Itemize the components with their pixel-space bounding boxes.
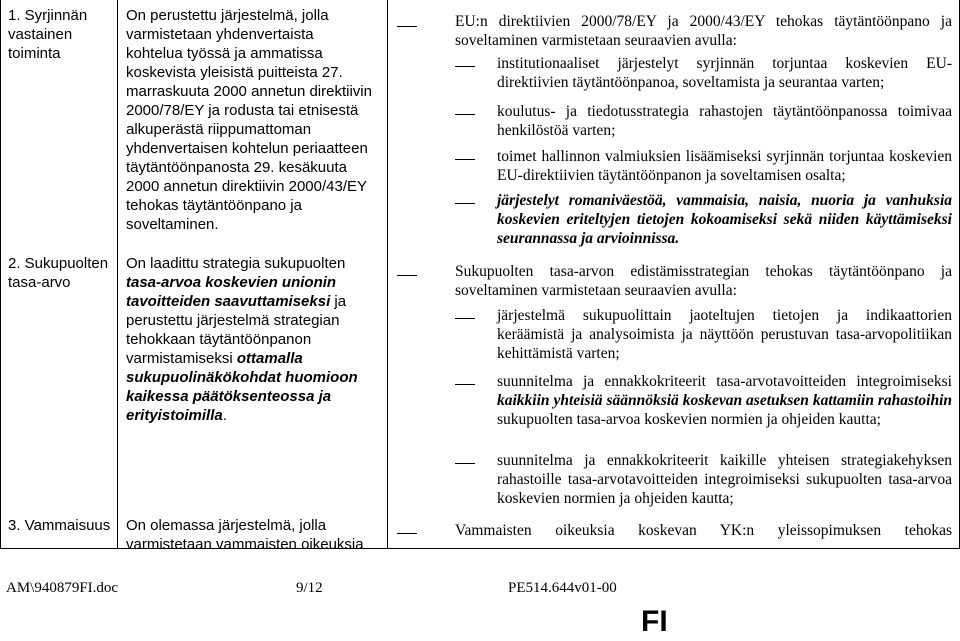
row3-criterion-dash: [397, 533, 417, 534]
row2-subitem-3-dash: [455, 463, 475, 464]
row2-status: [126, 254, 374, 425]
row1-subitem-2: koulutus- ja tiedotusstrategia rahastojen täytäntöönpanossa toimivaa henkilöstöä varten;: [497, 103, 952, 139]
row1-subitem-4-dash: [455, 203, 475, 204]
footer-page-number: 9/12: [296, 580, 323, 596]
row2-subitem-1: järjestelmä sukupuolittain jaoteltujen tietojen ja indikaattorien keräämistä ja analysoimista ja näyttöön perustuvan tasa-arvopolitiikan kehittämistä varten;: [497, 307, 952, 362]
row3-status: On olemassa järjestelmä, jolla varmistetaan vammaisten oikeuksia: [126, 517, 364, 553]
row1-subitem-3-dash: [455, 159, 475, 160]
row2-subitem-2: [497, 372, 952, 429]
table-column-divider-1: [117, 0, 118, 548]
row1-subitem-1: institutionaaliset järjestelyt syrjinnän torjuntaa koskevien EU-direktiivien täytäntöönpanoa, soveltamista ja seurantaa varten;: [497, 55, 952, 91]
row2-status-emphasis-2: ottamalla sukupuolinäkökohdat huomioon kaikessa päätöksenteossa ja erityistoimilla: [126, 350, 358, 424]
row1-criterion: EU:n direktiivien 2000/78/EY ja 2000/43/EY tehokas täytäntöönpano ja soveltaminen varmistetaan seuraavien avulla:: [455, 13, 952, 49]
row1-subitem-3: toimet hallinnon valmiuksien lisäämiseksi syrjinnän torjuntaa koskevien EU-direktiivien täytäntöönpanon ja soveltamisen osalta;: [497, 148, 952, 184]
footer-docref: AM\940879FI.doc: [6, 580, 119, 596]
table-border-left: [0, 0, 1, 548]
row2-subitem-3: suunnitelma ja ennakkokriteerit kaikille yhteisen strategiakehyksen rahastoille tasa-arvotavoitteiden integroimiseksi sukupuolten tasa-arvoa koskevien normien ja ohjeiden kautta;: [497, 452, 952, 507]
footer-language-code: FI: [641, 605, 668, 638]
row1-heading: 1. Syrjinnän vastainen toiminta: [8, 7, 88, 62]
row2-subitem-2-emphasis: kaikkiin yhteisiä säännöksiä koskevan asetuksen kattamiin rahastoihin: [497, 392, 952, 409]
row1-subitem-1-dash: [455, 66, 475, 67]
row2-status-text-2: ja perustettu järjestelmä strategian tehokkaan täytäntöönpanon varmistamiseksi: [126, 293, 347, 367]
row1-subitem-2-dash: [455, 114, 475, 115]
row1-criterion-dash: [397, 26, 417, 27]
row2-criterion: Sukupuolten tasa-arvon edistämisstrategian tehokas täytäntöönpano ja soveltaminen varmistetaan seuraavien avulla:: [455, 263, 952, 299]
row2-subitem-2-text-2: sukupuolten tasa-arvoa koskevien normien ja ohjeiden kautta;: [497, 411, 881, 428]
row2-status-text-3: .: [222, 407, 227, 424]
row2-status-text-1: On laadittu strategia sukupuolten: [126, 255, 346, 272]
table-column-divider-2: [387, 0, 388, 548]
row2-status-emphasis-1: tasa-arvoa koskevien unionin tavoitteiden saavuttamiseksi: [126, 274, 337, 310]
row3-criterion: Vammaisten oikeuksia koskevan YK:n yleissopimuksen tehokas: [455, 522, 952, 539]
row1-status: On perustettu järjestelmä, jolla varmistetaan yhdenvertaista kohtelua työssä ja ammatissa koskevista yleisistä puitteista 27. marraskuuta 2000 annetun direktiivin 2000/78/EY ja rodusta tai etnisestä alkuperästä riippumattoman yhdenvertaisen kohtelun periaatteen täytäntöönpanosta 29. kesäkuuta 2000 annetun direktiivin 2000/43/EY tehokas täytäntöönpano ja soveltaminen.: [126, 7, 372, 233]
row1-subitem-4: järjestelyt romaniväestöä, vammaisia, naisia, nuoria ja vanhuksia koskevien eriteltyjen tietojen kokoamiseksi sekä niiden käyttämiseksi seurannassa ja arvioinnissa.: [497, 192, 952, 247]
row2-heading: 2. Sukupuolten tasa-arvo: [8, 255, 109, 291]
row2-subitem-2-dash: [455, 384, 475, 385]
row3-heading: 3. Vammaisuus: [8, 517, 111, 534]
row2-subitem-2-text-1: suunnitelma ja ennakkokriteerit tasa-arvotavoitteiden integroimiseksi: [497, 373, 952, 390]
row2-criterion-dash: [397, 275, 417, 276]
row2-subitem-1-dash: [455, 318, 475, 319]
footer-pe-reference: PE514.644v01-00: [508, 580, 617, 596]
